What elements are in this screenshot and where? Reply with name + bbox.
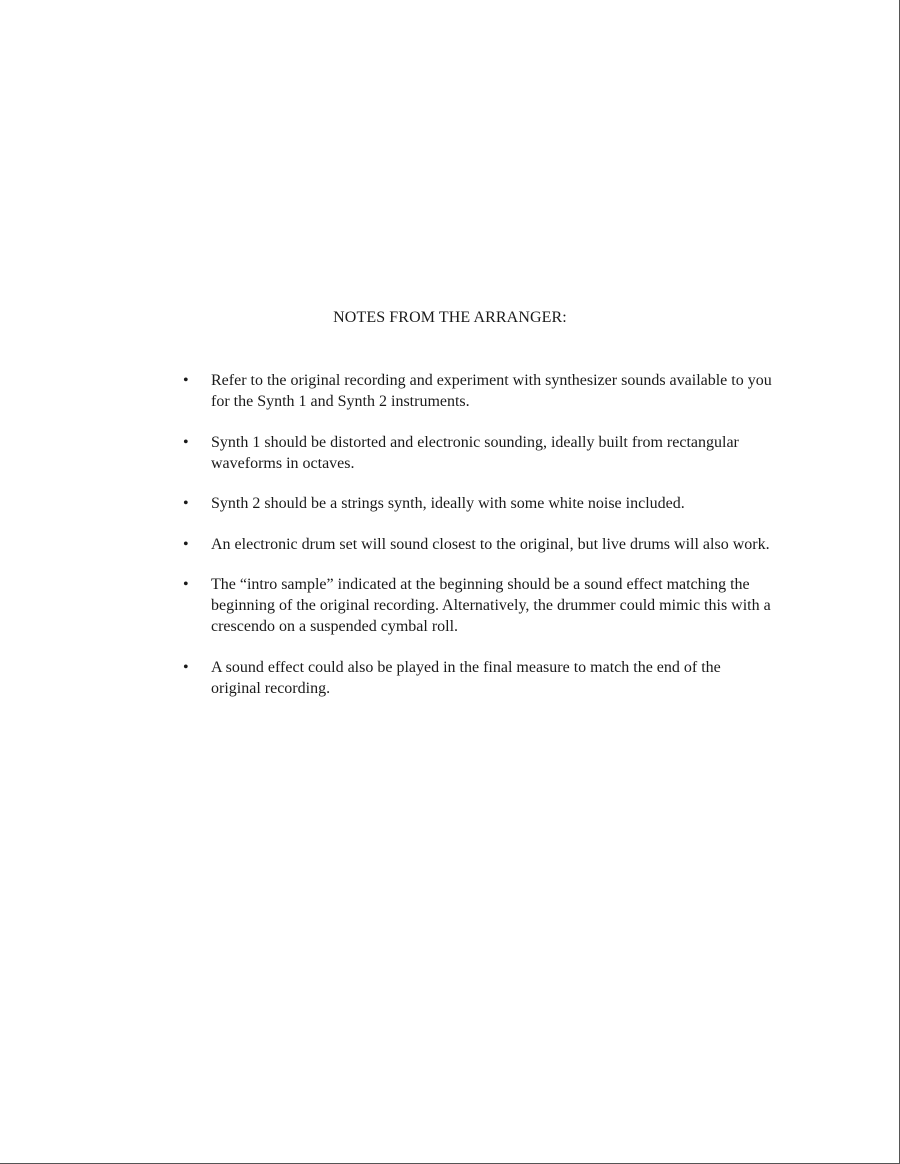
bullet-icon: • [183,658,189,676]
bullet-icon: • [183,433,189,451]
list-item [183,432,773,474]
page-title: NOTES FROM THE ARRANGER: [333,309,567,326]
list-item [183,493,773,514]
list-item [183,370,773,412]
note-text: Refer to the original recording and experiment with synthesizer sounds available to you for the Synth 1 and Synth 2 instruments. [211,372,772,410]
note-text: Synth 2 should be a strings synth, ideally with some white noise included. [211,495,685,512]
bullet-icon: • [183,495,189,512]
list-item [183,657,773,699]
list-item [183,574,773,637]
list-item [183,534,773,555]
arranger-notes-list [183,370,773,718]
bullet-icon: • [183,372,189,389]
note-text: A sound effect could also be played in the final measure to match the end of the original recording. [211,658,721,697]
note-text: The “intro sample” indicated at the beginning should be a sound effect matching the beginning of the original recording. Alternatively, the drummer could mimic this with a crescendo on a suspended cymbal roll. [211,576,771,635]
note-text: An electronic drum set will sound closest to the original, but live drums will also work. [211,535,770,553]
note-text: Synth 1 should be distorted and electronic sounding, ideally built from rectangular waveforms in octaves. [211,433,739,472]
bullet-icon: • [183,535,189,553]
bullet-icon: • [183,576,189,593]
